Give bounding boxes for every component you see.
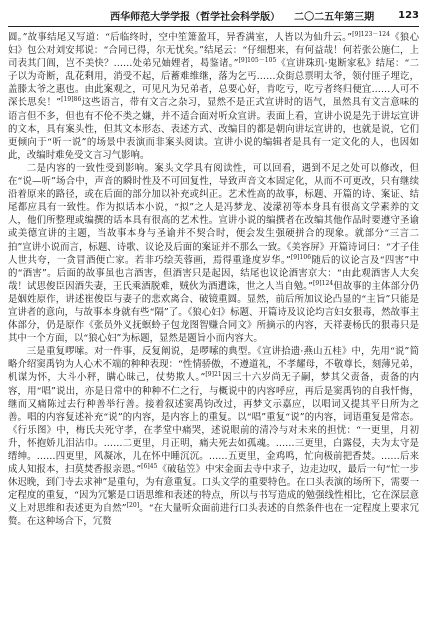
journal-title: 西华师范大学学报（哲学社会科学版） — [110, 11, 281, 23]
paragraph-text: 三是重复啰嗦。对一件事，反复阐说，是啰嗦的典型。《宣讲拾遗·燕山五桂》中，先用“说”简略介绍窦禹钧为人心术不端的种种表现：“性情骄傲，不遵道礼，不孝耀母，不敬尊长，刻薄兄弟，机谋为怀，大斗小秤，瞒心昧己，仗势欺人。” — [8, 346, 419, 384]
page-number: 123 — [398, 9, 419, 21]
paragraph-text: 随后的议论言及“四害”中的“酒害”。后面的故事虽也言酒害，但酒害只是起因，结尾也议论酒害京大：“由此观酒害人大矣哉！试思俊臣因酒失妻，王氏乘酒脱难，贼伙为酒遭诛，世之人当自勉。” — [8, 254, 419, 292]
header-rule — [8, 26, 419, 27]
paragraph-text: 《宣讲珠玑·鬼断家私》结尾：“二子以为奇断，乱花剩用，消受不起，后蓄难维继，落为乞丐……众街总票明太爷，领付匪子埋讫，盖滕太爷之惠也。由此案观之，可见凡为兄弟者，总要心好，肯吃亏，吃亏者终归便宜……人可不深长思矣！” — [8, 58, 419, 109]
paragraph-text: 因三十六岁尚无子嗣，梦其父责备，责备的内容，用“唱”说出，亦是日常中的种种不仁之行，与概说中的内容呼应，再后是窦禹钧的自我忏悔，继而又痛陈过去行种善举行善。接着叙述窦禹钧改过，再梦文示嘉应，以唱词又提其平日所为之善。唱的内容复述补充“说”的内容，是内容上的重复。以“唱”重复“说”的内容，词语重复是常态。《行乐图》中，梅氏夫死守孝，在孝堂中痛哭，述说眼前的清冷与对未来的担忧：“一更里，月初升，怀抱娇儿泪沾巾。……二更里，月正明，痛夫死去如孤魂。……三更里，白露侵，夫为太守是缙绅。……四更里，风凝冰，儿在怀中睡沉沉。……五更里，金鸡鸣，忙向极前把香焚。……后来成人知报本，扫莫焚香报亲恩。” — [8, 372, 419, 476]
paragraph-text: 。“在大量听众面前进行口头表述的自然条件也在一定程度上要求冗赘。在这种场合下，冗赘 — [8, 503, 419, 528]
citation-marker: [9]105－105 — [238, 57, 277, 65]
citation-marker: [19]86 — [61, 96, 82, 104]
citation-marker: [9]21 — [205, 371, 222, 379]
paragraph-text: 《破毡笠》中宋金面去寺中求子，边走边叹，最后一句“忙一步休迟晚，到门寺去求神”是重句，为有意重复。口头文学的重要特色。在口头表演的场所下，需要一定程度的重复，“因为冗繁是口语思维和表述的特点，所以与书写造成的勉强线性相比，它在深层意义上对思维和表述更为自然” — [8, 464, 419, 515]
paragraph-text: 二是内容的一致性受到影响。案头文学具有阅读性，可以回看，遇到不足之处可以修改，但在“说—听”场合中，声音的瞬时性及不可回复性，导致声音文本固定化，从而不可更改，只有继续沿着原来的路径，或在后面的部分加以补充或纠正。艺术性高的故事，标题、开篇的诗、案证、结尾都应具有一致性。作为拟话本小说，“拟”之人是冯梦龙、凌濛初等本身具有很高文学素养的文人，他们所整理或编撰的话本具有很高的艺术性。宣讲小说的编撰者在改编其他作品时要遵守圣谕或美德宣讲的主题，当故事本身与圣谕并不契合时，便会发生强硬拼合的现象。就部分“三言二拍”宣讲小说而言，标题、诗歌、议论及后面的案证并不那么一致。《美容屏》开篇诗词曰：“才子佳人世共夸，一贪冒酒便亡家。若非巧绘芙蓉画，焉得重逢度岁华。” — [8, 162, 419, 266]
paragraph-text: 圆。”故事结尾又写道：“后临终时，空中笙箫盈耳，异香满室，人皆以为仙升云。” — [8, 32, 353, 43]
citation-marker: [9]124 — [312, 279, 334, 287]
citation-marker: [9]123－124 — [352, 31, 390, 38]
paragraph-text: 但故事的主体部分仍是姻姓原作，讲述崔俊臣与妻子的悲欢离合、破镜重圆。显然，前后所加议论凸显的“主旨”只能是宣讲者的意向，与故事本身就有些“隔”了。《狼心妇》标题、开篇诗及议论均言妇女狠毒，然故事主体部分，仍是原作《张员外义抚螟蛉子包龙图智赚合同文》所摘示的内容，天祥妻杨氏的狠毒只是其中一个方面，以“狼心妇”为标题，显然是题旨小而内容大。 — [8, 280, 419, 345]
running-header — [8, 6, 419, 24]
body-paragraph — [8, 31, 419, 162]
issue-label: 二〇二五年第三期 — [294, 11, 375, 23]
body-paragraph — [8, 162, 419, 345]
paragraph-text: 《狼心妇》包公对刘安邦说：“合同已得，尔无忧矣。”结尾云：“仔细想来，有何益哉！何若张公施仁，上司表其门阊，岂不美快？……处弟兄妯娌者，曷鉴诸。” — [8, 32, 419, 70]
body-paragraph — [8, 345, 419, 528]
article-body — [8, 31, 419, 621]
citation-marker: [6]45 — [141, 462, 158, 470]
paragraph-text: 这些语言，带有文言之杂习，显然不是正式宣讲时的语气，虽然具有文言意味的语言但不多，但也有不伦不类之嫌，并不适合面对听众宣讲。表面上看，宣讲小说是先于讲坛宣讲的文本，具有案头性，但其文本形态、表述方式、改编目的都是朝向讲坛宣讲的，也就是说，它们更倾向于“听一说”的场景中表演而非案头阅读。宣讲小说的编辑者是具有一定文化的人，也因如此，改编时难免受文言习气影响。 — [8, 97, 419, 161]
citation-marker: [20] — [126, 502, 140, 510]
citation-marker: [9]106 — [290, 253, 312, 261]
